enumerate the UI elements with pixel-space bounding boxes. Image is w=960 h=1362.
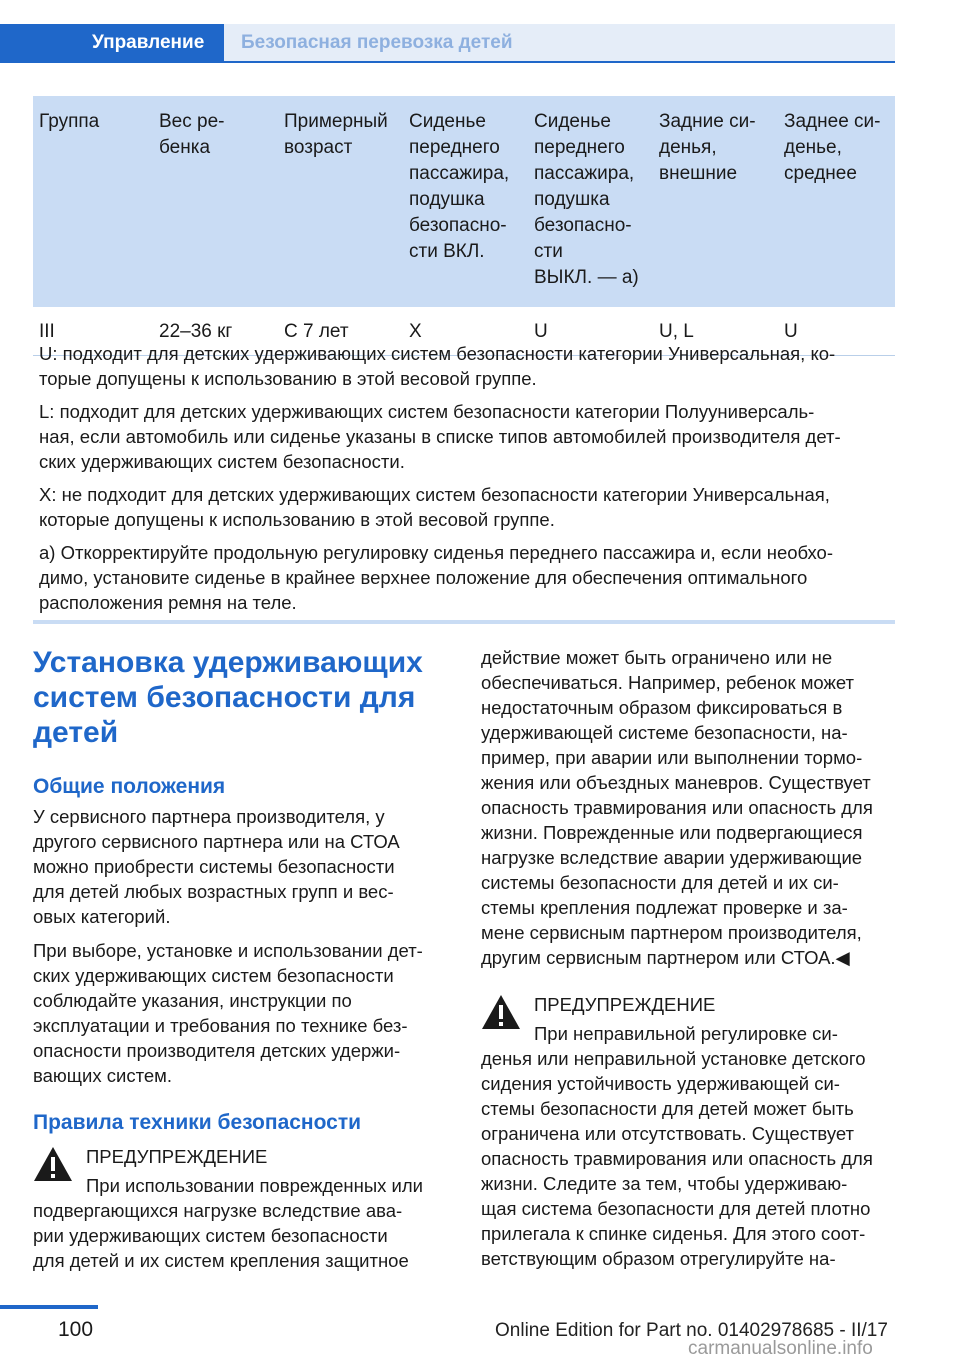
header-divider xyxy=(0,61,895,63)
header-rear-outer: Задние си- денья, внешние xyxy=(659,111,756,184)
header-front-airbag-off: Сиденье переднего пассажира, подушка безопасно- сти ВЫКЛ. — a) xyxy=(534,111,639,288)
warning-text-first: При использовании поврежденных или xyxy=(86,1175,424,1196)
cell-age: С 7 лет xyxy=(278,307,403,356)
child-seat-table xyxy=(33,96,895,356)
page-number: 100 xyxy=(58,1318,94,1341)
warning-icon xyxy=(33,1146,73,1182)
section-title: Установка удерживающих систем безопасности для детей xyxy=(33,646,423,749)
section-divider xyxy=(33,620,895,624)
footer-accent-line xyxy=(0,1305,98,1309)
paragraph-general-1: У сервисного партнера производителя, у другого сервисного партнера или на СТОА можно приобрести системы безопасности для детей любых возрастных групп и вес- овых категорий. xyxy=(33,806,400,927)
cell-rear-center: U xyxy=(778,307,895,356)
warning-block-adjustment xyxy=(481,992,895,1271)
subsection-general: Общие положения xyxy=(33,775,226,798)
edition-info: Online Edition for Part no. 01402978685 - II/17 xyxy=(495,1320,888,1341)
note-l: L: подходит для детских удерживающих систем безопасности категории Полууниверсаль- ная, если автомобиль или сиденье указаны в списке типов автомобилей производителя дет- ских удерживающих систем безопасности. xyxy=(39,401,841,472)
page-header xyxy=(0,0,960,62)
header-rear-center: Заднее си- денье, среднее xyxy=(784,111,881,184)
note-a: a) Откорректируйте продольную регулировку сиденья переднего пассажира и, если необхо- димо, установите сиденье в крайнее верхнее положение для обеспечения оптимального расположения ремня на теле. xyxy=(39,542,833,613)
header-weight: Вес ре- бенка xyxy=(159,111,225,158)
warning-block-damaged xyxy=(33,1144,453,1273)
warning-text-rest: денья или неправильной установке детского сидения устойчивость удерживающей си- стемы безопасности для детей может быть ограничена или отсутствовать. Существует опасность травмирования или опасность для жизни. Следите за тем, чтобы удерживаю- щая система безопасности для детей плотно прилегала к спинке сиденья. Для этого соот- ветствующим образом отрегулируйте на- xyxy=(481,1048,873,1269)
right-column xyxy=(481,645,895,1271)
warning-title: ПРЕДУПРЕЖДЕНИЕ xyxy=(86,1146,268,1167)
cell-front-airbag-off: U xyxy=(528,307,653,356)
cell-front-airbag-on: X xyxy=(403,307,528,356)
header-age: Примерный возраст xyxy=(284,111,388,158)
table-notes xyxy=(39,341,891,623)
paragraph-general-2: При выборе, установке и использовании дет- ских удерживающих систем безопасности соблюдайте указания, инструкции по эксплуатации и требования по технике без- опасности производителя детских удержи- вающих систем. xyxy=(33,940,423,1086)
subsection-safety-rules: Правила техники безопасности xyxy=(33,1111,362,1134)
note-u: U: подходит для детских удерживающих систем безопасности категории Универсальная, ко- торые допущены к использованию в этой весовой группе. xyxy=(39,343,836,389)
cell-rear-outer: U, L xyxy=(653,307,778,356)
paragraph-damage-consequences: действие может быть ограничено или не обеспечиваться. Например, ребенок может недостаточным образом фиксироваться в удерживающей системе безопасности, на- пример, при аварии или выполнении тормо- жения или объездных маневров. Существует опасность травмирования или опасность для жизни. Поврежденные или подвергающиеся нагрузке вследствие аварии удерживающие системы безопасности для детей и их си- стемы крепления подлежат проверке и за- мене сервисным партнером производителя, другим сервисным партнером или СТОА.◀ xyxy=(481,647,873,968)
tab-section-controls[interactable]: Управление xyxy=(0,24,224,62)
warning-icon xyxy=(481,994,521,1030)
header-front-airbag-on: Сиденье переднего пассажира, подушка безопасно- сти ВКЛ. xyxy=(409,111,510,262)
note-x: X: не подходит для детских удерживающих систем безопасности категории Универсальная, которые допущены к использованию в этой весовой группе. xyxy=(39,484,830,530)
table-header-row xyxy=(33,96,895,307)
tab-child-safety[interactable]: Безопасная перевозка детей xyxy=(224,24,895,62)
cell-group: III xyxy=(33,307,153,356)
header-group: Группа xyxy=(39,111,100,132)
warning-text-first: При неправильной регулировке си- xyxy=(534,1023,838,1044)
cell-weight: 22–36 кг xyxy=(153,307,278,356)
watermark[interactable]: carmanualsonline.info xyxy=(688,1338,873,1359)
left-column xyxy=(33,645,453,1273)
warning-title: ПРЕДУПРЕЖДЕНИЕ xyxy=(534,994,716,1015)
warning-text-rest: подвергающихся нагрузке вследствие ава- рии удерживающих систем безопасности для детей и их систем крепления защитное xyxy=(33,1200,409,1271)
